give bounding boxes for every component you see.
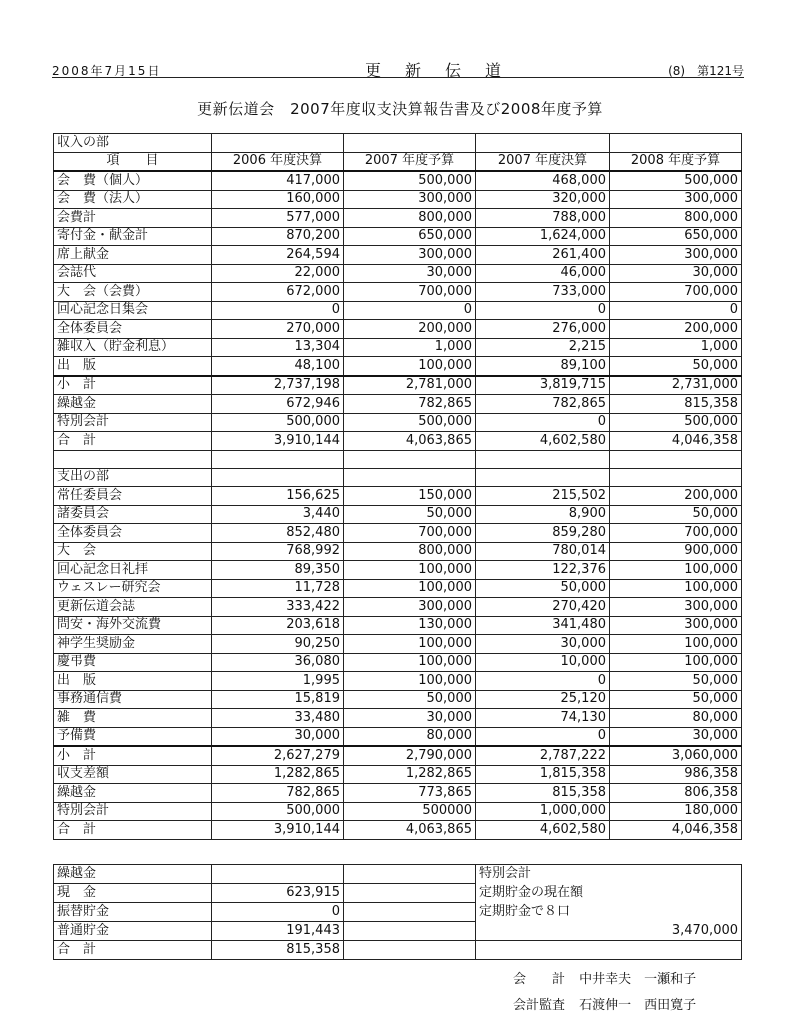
row-value: 300,000: [344, 190, 476, 209]
row-value: 0: [476, 413, 610, 432]
row-value: 2,215: [476, 338, 610, 357]
table-row: [54, 784, 742, 803]
carryover-value: 815,358: [212, 941, 344, 960]
row-value: 270,000: [212, 320, 344, 339]
carryover-title: 繰越金: [54, 865, 212, 884]
row-label: 合 計: [54, 821, 212, 840]
row-value: 50,000: [344, 505, 476, 524]
row-label: 大 会（会費）: [54, 283, 212, 302]
row-value: 852,480: [212, 524, 344, 543]
table-row: [54, 561, 742, 580]
row-value: 700,000: [610, 524, 742, 543]
column-header: 2007 年度予算: [344, 152, 476, 171]
row-value: 36,080: [212, 653, 344, 672]
table-cell: [610, 134, 742, 153]
row-value: 48,100: [212, 357, 344, 376]
table-row: [54, 765, 742, 784]
row-label: 事務通信費: [54, 690, 212, 709]
row-value: 80,000: [610, 709, 742, 728]
row-value: 0: [610, 301, 742, 320]
table-cell: [212, 134, 344, 153]
row-value: 100,000: [344, 635, 476, 654]
row-value: 672,000: [212, 283, 344, 302]
table-row: [54, 357, 742, 376]
row-value: 22,000: [212, 264, 344, 283]
row-value: 122,376: [476, 561, 610, 580]
row-value: 733,000: [476, 283, 610, 302]
row-label: ウェスレー研究会: [54, 579, 212, 598]
carryover-label: 普通貯金: [54, 922, 212, 941]
row-value: 986,358: [610, 765, 742, 784]
row-value: 4,602,580: [476, 432, 610, 451]
table-cell: [54, 450, 212, 468]
row-value: 500,000: [610, 413, 742, 432]
table-cell: [476, 450, 610, 468]
row-value: 300,000: [344, 598, 476, 617]
row-label: 会誌代: [54, 264, 212, 283]
row-label: 神学生奨励金: [54, 635, 212, 654]
row-value: 2,790,000: [344, 746, 476, 765]
row-value: 773,865: [344, 784, 476, 803]
row-label: 特別会計: [54, 413, 212, 432]
auditor-signature: [513, 994, 696, 1013]
table-row: [54, 487, 742, 506]
table-row: [54, 709, 742, 728]
table-row: [54, 727, 742, 746]
row-label: 会費計: [54, 209, 212, 228]
row-value: 650,000: [344, 227, 476, 246]
row-value: 180,000: [610, 802, 742, 821]
row-label: 出 版: [54, 672, 212, 691]
row-value: 30,000: [344, 709, 476, 728]
row-value: 100,000: [344, 357, 476, 376]
row-label: 諸委員会: [54, 505, 212, 524]
row-value: 50,000: [610, 672, 742, 691]
row-value: 341,480: [476, 616, 610, 635]
row-value: 276,000: [476, 320, 610, 339]
row-value: 800,000: [344, 542, 476, 561]
row-value: 4,602,580: [476, 821, 610, 840]
row-label: 大 会: [54, 542, 212, 561]
column-header: 2006 年度決算: [212, 152, 344, 171]
row-value: 0: [476, 727, 610, 746]
carryover-table: [53, 864, 742, 960]
budget-table-body: [54, 134, 742, 840]
table-cell: [610, 450, 742, 468]
table-row: [54, 542, 742, 561]
row-label: 慶弔費: [54, 653, 212, 672]
row-value: 50,000: [610, 357, 742, 376]
row-label: 常任委員会: [54, 487, 212, 506]
section-label-expense: 支出の部: [54, 468, 212, 487]
row-value: 100,000: [610, 635, 742, 654]
row-label: 収支差額: [54, 765, 212, 784]
row-value: 100,000: [344, 653, 476, 672]
row-value: 870,200: [212, 227, 344, 246]
row-label: 問安・海外交流費: [54, 616, 212, 635]
row-value: 650,000: [610, 227, 742, 246]
special-account-line2: 定期貯金で８口: [476, 903, 742, 922]
row-value: 2,787,222: [476, 746, 610, 765]
row-value: 800,000: [344, 209, 476, 228]
row-value: 2,627,279: [212, 746, 344, 765]
table-cell: [610, 468, 742, 487]
row-value: 1,995: [212, 672, 344, 691]
table-row: [54, 653, 742, 672]
treasurer-role: 会 計: [513, 972, 566, 987]
section-row-income: [54, 134, 742, 153]
table-row: [54, 505, 742, 524]
row-value: 782,865: [476, 395, 610, 414]
row-value: 2,737,198: [212, 376, 344, 395]
row-label: 会 費（個人）: [54, 171, 212, 190]
row-value: 500,000: [344, 413, 476, 432]
row-label: 繰越金: [54, 784, 212, 803]
table-row: [54, 746, 742, 765]
row-value: 782,865: [212, 784, 344, 803]
table-cell: [476, 134, 610, 153]
table-cell: [212, 450, 344, 468]
row-label: 雑 費: [54, 709, 212, 728]
row-value: 417,000: [212, 171, 344, 190]
row-label: 回心記念日礼拝: [54, 561, 212, 580]
row-value: 500,000: [212, 802, 344, 821]
table-row: [54, 338, 742, 357]
row-value: 25,120: [476, 690, 610, 709]
row-value: 4,063,865: [344, 821, 476, 840]
row-value: 30,000: [344, 264, 476, 283]
row-value: 700,000: [610, 283, 742, 302]
row-value: 3,060,000: [610, 746, 742, 765]
row-value: 1,282,865: [344, 765, 476, 784]
row-value: 200,000: [610, 320, 742, 339]
table-row: [54, 690, 742, 709]
row-value: 806,358: [610, 784, 742, 803]
header-row: [54, 152, 742, 171]
row-label: 会 費（法人）: [54, 190, 212, 209]
row-value: 30,000: [212, 727, 344, 746]
header-rule: [52, 77, 744, 78]
table-row: [54, 395, 742, 414]
document-title: 更新伝道会 2007年度収支決算報告書及び2008年度予算: [197, 100, 603, 118]
row-value: 788,000: [476, 209, 610, 228]
row-value: 89,100: [476, 357, 610, 376]
row-value: 1,624,000: [476, 227, 610, 246]
row-value: 1,282,865: [212, 765, 344, 784]
row-value: 50,000: [476, 579, 610, 598]
special-account-amount: 3,470,000: [476, 922, 742, 941]
auditor-role: 会計監査: [513, 998, 566, 1013]
row-value: 46,000: [476, 264, 610, 283]
row-value: 50,000: [610, 505, 742, 524]
row-value: 500,000: [344, 171, 476, 190]
row-value: 200,000: [610, 487, 742, 506]
row-value: 4,046,358: [610, 432, 742, 451]
row-value: 50,000: [610, 690, 742, 709]
row-value: 800,000: [610, 209, 742, 228]
row-value: 13,304: [212, 338, 344, 357]
table-row: [54, 301, 742, 320]
row-value: 780,014: [476, 542, 610, 561]
table-row: [54, 171, 742, 190]
row-value: 1,000: [344, 338, 476, 357]
column-header-item: 項 目: [54, 152, 212, 171]
row-value: 859,280: [476, 524, 610, 543]
table-row: [54, 635, 742, 654]
row-value: 100,000: [344, 579, 476, 598]
row-value: 1,000,000: [476, 802, 610, 821]
special-account-title: 特別会計: [476, 865, 742, 884]
row-value: 270,420: [476, 598, 610, 617]
table-row: [54, 432, 742, 451]
row-value: 215,502: [476, 487, 610, 506]
row-label: 雑収入（貯金利息）: [54, 338, 212, 357]
row-value: 156,625: [212, 487, 344, 506]
table-cell: [212, 468, 344, 487]
row-value: 300,000: [344, 246, 476, 265]
row-value: 89,350: [212, 561, 344, 580]
row-value: 261,400: [476, 246, 610, 265]
row-value: 160,000: [212, 190, 344, 209]
row-label: 特別会計: [54, 802, 212, 821]
row-value: 1,000: [610, 338, 742, 357]
row-value: 203,618: [212, 616, 344, 635]
table-row: [54, 283, 742, 302]
row-value: 700,000: [344, 524, 476, 543]
row-value: 130,000: [344, 616, 476, 635]
table-row: [54, 264, 742, 283]
row-label: 出 版: [54, 357, 212, 376]
table-row: [54, 524, 742, 543]
row-value: 2,781,000: [344, 376, 476, 395]
row-value: 100,000: [610, 653, 742, 672]
row-value: 3,910,144: [212, 821, 344, 840]
issue-number: (8) 第121号: [668, 64, 744, 78]
budget-table: [53, 133, 742, 840]
row-value: 90,250: [212, 635, 344, 654]
table-row: [54, 376, 742, 395]
row-label: 予備費: [54, 727, 212, 746]
row-label: 全体委員会: [54, 524, 212, 543]
section-row-expense: [54, 468, 742, 487]
row-value: 768,992: [212, 542, 344, 561]
row-value: 815,358: [610, 395, 742, 414]
row-value: 0: [476, 301, 610, 320]
row-value: 815,358: [476, 784, 610, 803]
row-value: 50,000: [344, 690, 476, 709]
row-value: 782,865: [344, 395, 476, 414]
row-value: 0: [476, 672, 610, 691]
row-value: 8,900: [476, 505, 610, 524]
row-value: 100,000: [610, 561, 742, 580]
auditor-names: 石渡伸一 西田寛子: [579, 998, 697, 1013]
row-value: 100,000: [344, 561, 476, 580]
row-value: 500,000: [212, 413, 344, 432]
section-label-income: 収入の部: [54, 134, 212, 153]
row-label: 回心記念日集会: [54, 301, 212, 320]
row-value: 74,130: [476, 709, 610, 728]
row-value: 672,946: [212, 395, 344, 414]
table-row: [54, 802, 742, 821]
table-row: [54, 227, 742, 246]
row-value: 300,000: [610, 616, 742, 635]
row-label: 席上献金: [54, 246, 212, 265]
row-value: 264,594: [212, 246, 344, 265]
row-value: 30,000: [476, 635, 610, 654]
row-value: 4,063,865: [344, 432, 476, 451]
carryover-label: 振替貯金: [54, 903, 212, 922]
row-value: 0: [212, 301, 344, 320]
treasurer-signature: [513, 968, 696, 987]
table-row: [54, 616, 742, 635]
row-value: 3,910,144: [212, 432, 344, 451]
special-account-line1: 定期貯金の現在額: [476, 884, 742, 903]
table-cell: [344, 134, 476, 153]
row-value: 700,000: [344, 283, 476, 302]
row-label: 繰越金: [54, 395, 212, 414]
table-row: [54, 209, 742, 228]
row-value: 2,731,000: [610, 376, 742, 395]
carryover-label: 合 計: [54, 941, 212, 960]
table-row: [54, 413, 742, 432]
row-value: 33,480: [212, 709, 344, 728]
table-row: [54, 672, 742, 691]
spacer-row: [54, 450, 742, 468]
row-label: 合 計: [54, 432, 212, 451]
row-value: 468,000: [476, 171, 610, 190]
table-row: [54, 190, 742, 209]
row-value: 100,000: [344, 672, 476, 691]
carryover-label: 現 金: [54, 884, 212, 903]
table-cell: [344, 450, 476, 468]
row-value: 100,000: [610, 579, 742, 598]
row-value: 1,815,358: [476, 765, 610, 784]
row-value: 333,422: [212, 598, 344, 617]
column-header: 2008 年度予算: [610, 152, 742, 171]
table-row: [54, 320, 742, 339]
row-value: 150,000: [344, 487, 476, 506]
row-value: 11,728: [212, 579, 344, 598]
row-label: 寄付金・献金計: [54, 227, 212, 246]
row-value: 15,819: [212, 690, 344, 709]
table-row: [54, 246, 742, 265]
row-value: 30,000: [610, 727, 742, 746]
row-value: 3,440: [212, 505, 344, 524]
carryover-value: 0: [212, 903, 344, 922]
row-label: 小 計: [54, 376, 212, 395]
row-value: 0: [344, 301, 476, 320]
row-value: 80,000: [344, 727, 476, 746]
row-value: 300,000: [610, 190, 742, 209]
table-row: [54, 598, 742, 617]
row-label: 全体委員会: [54, 320, 212, 339]
issue-date: 2008年7月15日: [52, 64, 162, 78]
carryover-value: 623,915: [212, 884, 344, 903]
row-value: 320,000: [476, 190, 610, 209]
row-value: 500,000: [610, 171, 742, 190]
row-value: 200,000: [344, 320, 476, 339]
newspaper-title: 更新伝道: [365, 61, 526, 80]
row-label: 更新伝道会誌: [54, 598, 212, 617]
table-row: [54, 821, 742, 840]
treasurer-names: 中井幸夫 一瀬和子: [579, 972, 697, 987]
row-value: 30,000: [610, 264, 742, 283]
row-value: 3,819,715: [476, 376, 610, 395]
table-cell: [344, 468, 476, 487]
row-value: 300,000: [610, 246, 742, 265]
row-value: 10,000: [476, 653, 610, 672]
row-value: 300,000: [610, 598, 742, 617]
row-label: 小 計: [54, 746, 212, 765]
row-value: 577,000: [212, 209, 344, 228]
table-row: [54, 579, 742, 598]
row-value: 900,000: [610, 542, 742, 561]
table-cell: [476, 468, 610, 487]
row-value: 500000: [344, 802, 476, 821]
column-header: 2007 年度決算: [476, 152, 610, 171]
carryover-value: 191,443: [212, 922, 344, 941]
row-value: 4,046,358: [610, 821, 742, 840]
